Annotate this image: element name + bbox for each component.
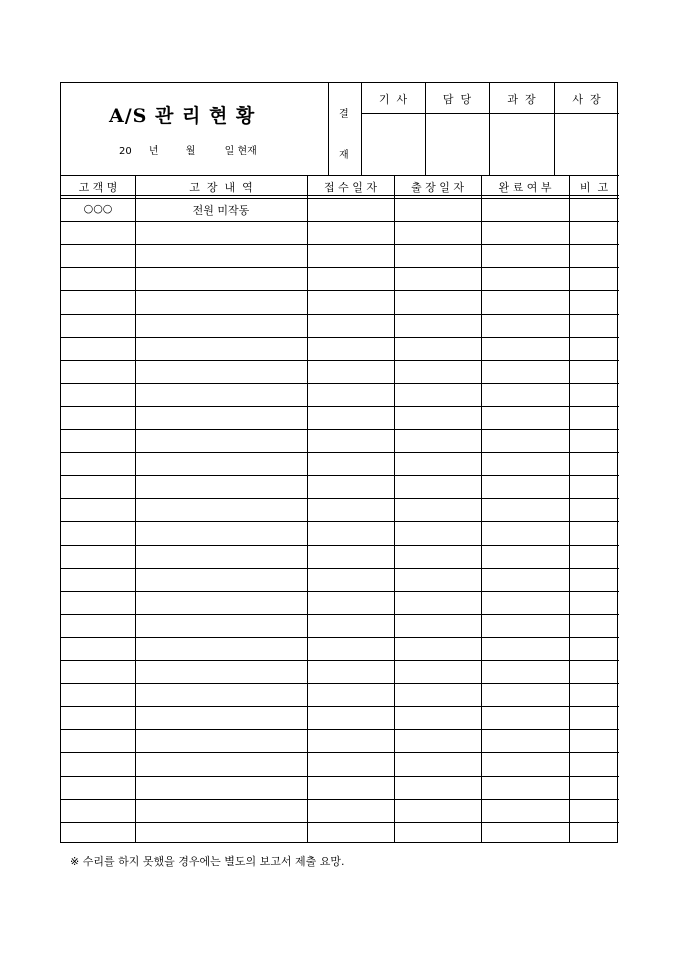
- column-divider: [481, 175, 482, 842]
- row-divider: [61, 221, 619, 222]
- row-divider: [61, 452, 619, 453]
- row-divider: [61, 498, 619, 499]
- row-divider: [61, 706, 619, 707]
- row-divider: [61, 337, 619, 338]
- row-divider: [61, 729, 619, 730]
- as-management-form: [60, 82, 618, 843]
- row-divider: [61, 822, 619, 823]
- column-divider: [135, 175, 136, 842]
- table-cell: 전원 미작동: [192, 204, 250, 217]
- row-divider: [61, 637, 619, 638]
- approval-divider-left: [328, 83, 329, 175]
- date-prefix: 20: [119, 146, 132, 157]
- approval-label-bottom: 재: [339, 150, 349, 161]
- column-divider: [394, 175, 395, 842]
- table-cell: ○○○: [83, 202, 113, 215]
- row-divider: [61, 383, 619, 384]
- row-divider: [61, 406, 619, 407]
- approval-row-divider: [361, 113, 619, 114]
- row-divider: [61, 244, 619, 245]
- row-divider: [61, 521, 619, 522]
- row-divider: [61, 545, 619, 546]
- approval-label-top: 결: [339, 109, 349, 120]
- row-divider: [61, 475, 619, 476]
- row-divider: [61, 314, 619, 315]
- row-divider: [61, 660, 619, 661]
- header-bottom-border: [61, 175, 619, 176]
- footer-note: ※ 수리를 하지 못했을 경우에는 별도의 보고서 제출 요망.: [70, 855, 345, 868]
- approver-manager: 과 장: [507, 93, 536, 106]
- column-divider: [307, 175, 308, 842]
- row-divider: [61, 290, 619, 291]
- approver-engineer: 기 사: [378, 93, 408, 106]
- row-divider: [61, 429, 619, 430]
- date-line: [119, 142, 257, 157]
- column-header: 출 장 일 자: [411, 181, 464, 194]
- column-header: 고 장 내 역: [189, 181, 253, 194]
- column-header: 접 수 일 자: [324, 181, 377, 194]
- row-divider: [61, 752, 619, 753]
- row-divider: [61, 799, 619, 800]
- row-divider: [61, 568, 619, 569]
- date-year: 년: [148, 146, 159, 157]
- form-title: A/S 관 리 현 황: [109, 105, 256, 127]
- column-header: 고 객 명: [78, 181, 118, 194]
- column-divider: [569, 175, 570, 842]
- row-divider: [61, 360, 619, 361]
- row-divider: [61, 776, 619, 777]
- row-divider: [61, 614, 619, 615]
- column-header-underline-1: [61, 195, 619, 196]
- approver-president: 사 장: [572, 93, 601, 106]
- column-header: 비 고: [579, 181, 609, 194]
- date-day: 일 현재: [224, 146, 257, 157]
- approver-staff: 담 당: [442, 93, 472, 106]
- row-divider: [61, 683, 619, 684]
- row-divider: [61, 591, 619, 592]
- column-header-underline-2: [61, 198, 619, 199]
- row-divider: [61, 267, 619, 268]
- date-month: 월: [185, 146, 196, 157]
- column-header: 완 료 여 부: [498, 181, 552, 194]
